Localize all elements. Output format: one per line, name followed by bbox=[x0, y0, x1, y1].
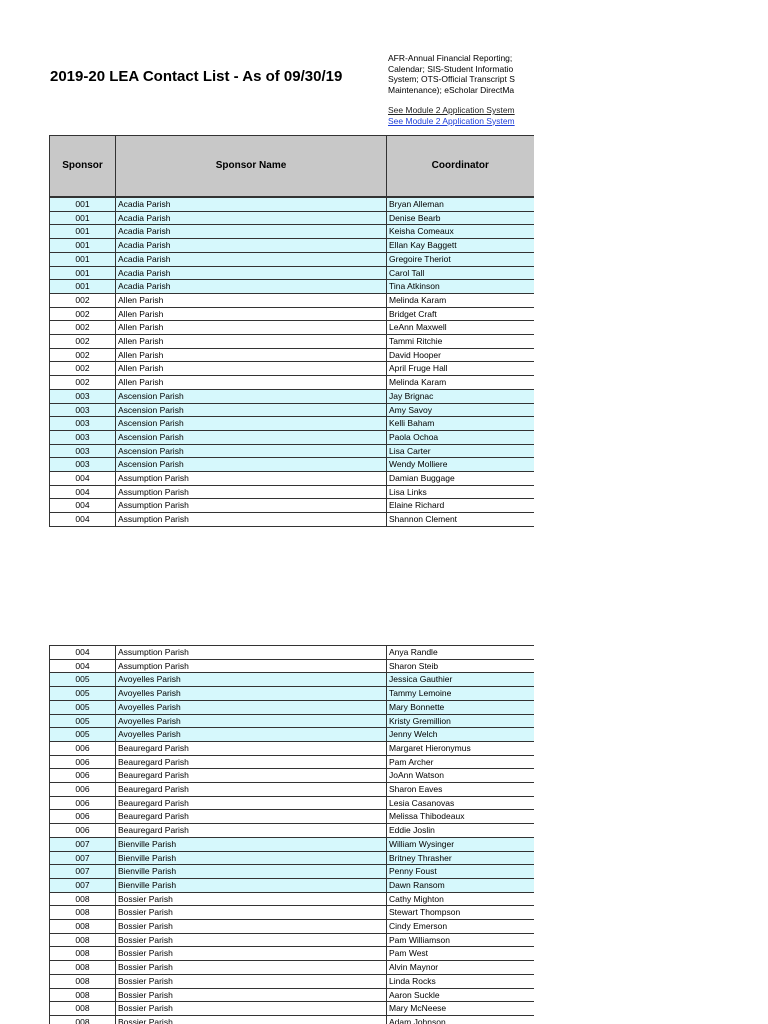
coordinator-cell: Denise Bearb bbox=[387, 211, 534, 225]
sponsor-name-cell: Bossier Parish bbox=[116, 988, 387, 1002]
sponsor-name-cell: Assumption Parish bbox=[116, 659, 387, 673]
sponsor-cell: 008 bbox=[50, 988, 116, 1002]
sponsor-name-cell: Bossier Parish bbox=[116, 892, 387, 906]
coordinator-cell: Aaron Suckle bbox=[387, 988, 534, 1002]
header-sponsor-name: Sponsor Name bbox=[116, 136, 387, 198]
coordinator-cell: William Wysinger bbox=[387, 837, 534, 851]
sponsor-cell: 006 bbox=[50, 796, 116, 810]
sponsor-cell: 002 bbox=[50, 362, 116, 376]
sponsor-cell: 002 bbox=[50, 307, 116, 321]
sponsor-cell: 002 bbox=[50, 376, 116, 390]
table-row bbox=[50, 376, 534, 390]
sponsor-cell: 002 bbox=[50, 335, 116, 349]
sponsor-cell: 007 bbox=[50, 878, 116, 892]
coordinator-cell: Tammi Ritchie bbox=[387, 335, 534, 349]
sponsor-name-cell: Beauregard Parish bbox=[116, 755, 387, 769]
sponsor-cell: 007 bbox=[50, 837, 116, 851]
sponsor-name-cell: Bienville Parish bbox=[116, 851, 387, 865]
sponsor-cell: 005 bbox=[50, 714, 116, 728]
coordinator-cell: Melinda Karam bbox=[387, 376, 534, 390]
sponsor-name-cell: Beauregard Parish bbox=[116, 741, 387, 755]
table-row bbox=[50, 878, 534, 892]
sponsor-cell: 005 bbox=[50, 700, 116, 714]
table-row bbox=[50, 280, 534, 294]
sponsor-name-cell: Assumption Parish bbox=[116, 646, 387, 660]
table-row bbox=[50, 755, 534, 769]
coordinator-cell: LeAnn Maxwell bbox=[387, 321, 534, 335]
table-row bbox=[50, 485, 534, 499]
sponsor-name-cell: Beauregard Parish bbox=[116, 769, 387, 783]
sponsor-cell: 005 bbox=[50, 673, 116, 687]
coordinator-cell: Jessica Gauthier bbox=[387, 673, 534, 687]
table-row bbox=[50, 239, 534, 253]
sponsor-name-cell: Allen Parish bbox=[116, 307, 387, 321]
sponsor-cell: 003 bbox=[50, 389, 116, 403]
table-row bbox=[50, 403, 534, 417]
sponsor-name-cell: Ascension Parish bbox=[116, 389, 387, 403]
sponsor-cell: 008 bbox=[50, 906, 116, 920]
table-row bbox=[50, 906, 534, 920]
table-row bbox=[50, 947, 534, 961]
sponsor-name-cell: Ascension Parish bbox=[116, 403, 387, 417]
sponsor-cell: 003 bbox=[50, 444, 116, 458]
sponsor-name-cell: Acadia Parish bbox=[116, 280, 387, 294]
sponsor-cell: 008 bbox=[50, 1002, 116, 1016]
table-row bbox=[50, 458, 534, 472]
sponsor-cell: 007 bbox=[50, 851, 116, 865]
module-2-link[interactable]: See Module 2 Application System bbox=[388, 115, 515, 126]
sponsor-name-cell: Avoyelles Parish bbox=[116, 687, 387, 701]
notes-line: Calendar; SIS-Student Informatio bbox=[388, 63, 514, 74]
sponsor-name-cell: Avoyelles Parish bbox=[116, 714, 387, 728]
sponsor-name-cell: Acadia Parish bbox=[116, 266, 387, 280]
table-row bbox=[50, 646, 534, 660]
table-row bbox=[50, 974, 534, 988]
sponsor-cell: 006 bbox=[50, 810, 116, 824]
sponsor-cell: 003 bbox=[50, 417, 116, 431]
sponsor-cell: 006 bbox=[50, 824, 116, 838]
sponsor-name-cell: Bossier Parish bbox=[116, 1002, 387, 1016]
sponsor-cell: 001 bbox=[50, 225, 116, 239]
table-row bbox=[50, 321, 534, 335]
sponsor-cell: 004 bbox=[50, 485, 116, 499]
coordinator-cell: Lisa Links bbox=[387, 485, 534, 499]
notes-line: AFR-Annual Financial Reporting; bbox=[388, 53, 513, 63]
table-row bbox=[50, 796, 534, 810]
table-row bbox=[50, 499, 534, 513]
coordinator-cell: Melinda Karam bbox=[387, 293, 534, 307]
sponsor-name-cell: Beauregard Parish bbox=[116, 796, 387, 810]
coordinator-cell: JoAnn Watson bbox=[387, 769, 534, 783]
sponsor-cell: 003 bbox=[50, 403, 116, 417]
table-row bbox=[50, 865, 534, 879]
coordinator-cell: Lesia Casanovas bbox=[387, 796, 534, 810]
coordinator-cell: Bryan Alleman bbox=[387, 197, 534, 211]
sponsor-name-cell: Bienville Parish bbox=[116, 878, 387, 892]
sponsor-cell: 003 bbox=[50, 458, 116, 472]
coordinator-cell: Stewart Thompson bbox=[387, 906, 534, 920]
sponsor-name-cell: Bossier Parish bbox=[116, 947, 387, 961]
sponsor-name-cell: Ascension Parish bbox=[116, 444, 387, 458]
table-header-row bbox=[50, 136, 534, 198]
sponsor-cell: 001 bbox=[50, 252, 116, 266]
coordinator-cell: Pam Williamson bbox=[387, 933, 534, 947]
sponsor-name-cell: Bossier Parish bbox=[116, 1015, 387, 1024]
sponsor-name-cell: Beauregard Parish bbox=[116, 810, 387, 824]
sponsor-cell: 008 bbox=[50, 947, 116, 961]
notes-line: Maintenance); eScholar DirectMa bbox=[388, 84, 515, 95]
table-row bbox=[50, 714, 534, 728]
table-row bbox=[50, 673, 534, 687]
sponsor-name-cell: Bienville Parish bbox=[116, 837, 387, 851]
coordinator-cell: Paola Ochoa bbox=[387, 430, 534, 444]
sponsor-name-cell: Avoyelles Parish bbox=[116, 700, 387, 714]
sponsor-cell: 006 bbox=[50, 783, 116, 797]
table-row bbox=[50, 211, 534, 225]
coordinator-cell: Damian Buggage bbox=[387, 472, 534, 486]
table-row bbox=[50, 892, 534, 906]
coordinator-cell: Shannon Clement bbox=[387, 513, 534, 527]
table-row bbox=[50, 700, 534, 714]
table-row bbox=[50, 389, 534, 403]
table-row bbox=[50, 430, 534, 444]
sponsor-cell: 008 bbox=[50, 933, 116, 947]
coordinator-cell: Sharon Eaves bbox=[387, 783, 534, 797]
sponsor-name-cell: Bossier Parish bbox=[116, 920, 387, 934]
table-row bbox=[50, 444, 534, 458]
table-row bbox=[50, 197, 534, 211]
sponsor-cell: 008 bbox=[50, 974, 116, 988]
sponsor-cell: 004 bbox=[50, 513, 116, 527]
coordinator-cell: Tina Atkinson bbox=[387, 280, 534, 294]
table-row bbox=[50, 335, 534, 349]
sponsor-cell: 005 bbox=[50, 687, 116, 701]
sponsor-cell: 004 bbox=[50, 646, 116, 660]
table-row bbox=[50, 266, 534, 280]
sponsor-name-cell: Allen Parish bbox=[116, 376, 387, 390]
sponsor-name-cell: Bienville Parish bbox=[116, 865, 387, 879]
coordinator-cell: April Fruge Hall bbox=[387, 362, 534, 376]
table-row bbox=[50, 225, 534, 239]
table-row bbox=[50, 659, 534, 673]
sponsor-name-cell: Allen Parish bbox=[116, 293, 387, 307]
sponsor-name-cell: Avoyelles Parish bbox=[116, 673, 387, 687]
sponsor-cell: 008 bbox=[50, 892, 116, 906]
table-row bbox=[50, 307, 534, 321]
sponsor-cell: 001 bbox=[50, 239, 116, 253]
sponsor-name-cell: Acadia Parish bbox=[116, 197, 387, 211]
coordinator-cell: Mary Bonnette bbox=[387, 700, 534, 714]
sponsor-cell: 005 bbox=[50, 728, 116, 742]
sponsor-name-cell: Beauregard Parish bbox=[116, 783, 387, 797]
sponsor-cell: 001 bbox=[50, 197, 116, 211]
sponsor-cell: 006 bbox=[50, 755, 116, 769]
sponsor-cell: 008 bbox=[50, 920, 116, 934]
sponsor-name-cell: Bossier Parish bbox=[116, 906, 387, 920]
sponsor-cell: 002 bbox=[50, 348, 116, 362]
coordinator-cell: Keisha Comeaux bbox=[387, 225, 534, 239]
coordinator-cell: Linda Rocks bbox=[387, 974, 534, 988]
coordinator-cell: David Hooper bbox=[387, 348, 534, 362]
coordinator-cell: Carol Tall bbox=[387, 266, 534, 280]
table-row bbox=[50, 687, 534, 701]
coordinator-cell: Cindy Emerson bbox=[387, 920, 534, 934]
coordinator-cell: Mary McNeese bbox=[387, 1002, 534, 1016]
system-notes bbox=[388, 53, 532, 126]
sponsor-name-cell: Avoyelles Parish bbox=[116, 728, 387, 742]
coordinator-cell: Melissa Thibodeaux bbox=[387, 810, 534, 824]
sponsor-name-cell: Ascension Parish bbox=[116, 458, 387, 472]
sponsor-name-cell: Beauregard Parish bbox=[116, 824, 387, 838]
coordinator-cell: Pam West bbox=[387, 947, 534, 961]
coordinator-cell: Britney Thrasher bbox=[387, 851, 534, 865]
table-row bbox=[50, 417, 534, 431]
sponsor-cell: 001 bbox=[50, 211, 116, 225]
coordinator-cell: Lisa Carter bbox=[387, 444, 534, 458]
coordinator-cell: Cathy Mighton bbox=[387, 892, 534, 906]
sponsor-cell: 002 bbox=[50, 321, 116, 335]
sponsor-cell: 008 bbox=[50, 961, 116, 975]
sponsor-cell: 003 bbox=[50, 430, 116, 444]
page-title: 2019-20 LEA Contact List - As of 09/30/19 bbox=[50, 68, 343, 85]
table-row bbox=[50, 920, 534, 934]
coordinator-cell: Jenny Welch bbox=[387, 728, 534, 742]
sponsor-name-cell: Assumption Parish bbox=[116, 472, 387, 486]
coordinator-cell: Dawn Ransom bbox=[387, 878, 534, 892]
coordinator-cell: Pam Archer bbox=[387, 755, 534, 769]
coordinator-cell: Bridget Craft bbox=[387, 307, 534, 321]
sponsor-name-cell: Assumption Parish bbox=[116, 513, 387, 527]
contact-table-page-1 bbox=[49, 135, 534, 527]
sponsor-name-cell: Allen Parish bbox=[116, 321, 387, 335]
sponsor-name-cell: Bossier Parish bbox=[116, 974, 387, 988]
table-row bbox=[50, 824, 534, 838]
sponsor-name-cell: Allen Parish bbox=[116, 335, 387, 349]
module-2-link-visited[interactable]: See Module 2 Application System bbox=[388, 105, 515, 115]
sponsor-name-cell: Acadia Parish bbox=[116, 211, 387, 225]
coordinator-cell: Sharon Steib bbox=[387, 659, 534, 673]
table-row bbox=[50, 1015, 534, 1024]
sponsor-name-cell: Ascension Parish bbox=[116, 430, 387, 444]
table-row bbox=[50, 348, 534, 362]
sponsor-name-cell: Acadia Parish bbox=[116, 252, 387, 266]
sponsor-name-cell: Allen Parish bbox=[116, 348, 387, 362]
table-row bbox=[50, 252, 534, 266]
coordinator-cell: Alvin Maynor bbox=[387, 961, 534, 975]
sponsor-name-cell: Assumption Parish bbox=[116, 485, 387, 499]
table-row bbox=[50, 933, 534, 947]
sponsor-name-cell: Bossier Parish bbox=[116, 933, 387, 947]
coordinator-cell: Kelli Baham bbox=[387, 417, 534, 431]
table-row bbox=[50, 837, 534, 851]
sponsor-cell: 007 bbox=[50, 865, 116, 879]
coordinator-cell: Elaine Richard bbox=[387, 499, 534, 513]
coordinator-cell: Anya Randle bbox=[387, 646, 534, 660]
header-coordinator: Coordinator bbox=[387, 136, 534, 198]
table-row bbox=[50, 513, 534, 527]
table-row bbox=[50, 769, 534, 783]
header-sponsor: Sponsor bbox=[50, 136, 116, 198]
contact-table-page-2 bbox=[49, 645, 534, 1024]
coordinator-cell: Adam Johnson bbox=[387, 1015, 534, 1024]
sponsor-name-cell: Assumption Parish bbox=[116, 499, 387, 513]
coordinator-cell: Ellan Kay Baggett bbox=[387, 239, 534, 253]
coordinator-cell: Gregoire Theriot bbox=[387, 252, 534, 266]
sponsor-cell: 002 bbox=[50, 293, 116, 307]
coordinator-cell: Margaret Hieronymus bbox=[387, 741, 534, 755]
sponsor-cell: 006 bbox=[50, 769, 116, 783]
coordinator-cell: Wendy Molliere bbox=[387, 458, 534, 472]
sponsor-name-cell: Acadia Parish bbox=[116, 239, 387, 253]
notes-line: System; OTS-Official Transcript S bbox=[388, 74, 515, 84]
table-row bbox=[50, 1002, 534, 1016]
coordinator-cell: Jay Brignac bbox=[387, 389, 534, 403]
sponsor-name-cell: Bossier Parish bbox=[116, 961, 387, 975]
table-row bbox=[50, 851, 534, 865]
table-row bbox=[50, 362, 534, 376]
coordinator-cell: Tammy Lemoine bbox=[387, 687, 534, 701]
sponsor-cell: 001 bbox=[50, 280, 116, 294]
sponsor-name-cell: Ascension Parish bbox=[116, 417, 387, 431]
coordinator-cell: Eddie Joslin bbox=[387, 824, 534, 838]
table-row bbox=[50, 293, 534, 307]
coordinator-cell: Kristy Gremillion bbox=[387, 714, 534, 728]
table-row bbox=[50, 741, 534, 755]
sponsor-cell: 004 bbox=[50, 659, 116, 673]
sponsor-cell: 004 bbox=[50, 499, 116, 513]
sponsor-cell: 004 bbox=[50, 472, 116, 486]
coordinator-cell: Amy Savoy bbox=[387, 403, 534, 417]
table-row bbox=[50, 472, 534, 486]
table-row bbox=[50, 961, 534, 975]
coordinator-cell: Penny Foust bbox=[387, 865, 534, 879]
sponsor-name-cell: Acadia Parish bbox=[116, 225, 387, 239]
sponsor-cell: 001 bbox=[50, 266, 116, 280]
table-row bbox=[50, 728, 534, 742]
table-row bbox=[50, 783, 534, 797]
sponsor-name-cell: Allen Parish bbox=[116, 362, 387, 376]
table-row bbox=[50, 988, 534, 1002]
sponsor-cell: 006 bbox=[50, 741, 116, 755]
table-row bbox=[50, 810, 534, 824]
sponsor-cell: 008 bbox=[50, 1015, 116, 1024]
